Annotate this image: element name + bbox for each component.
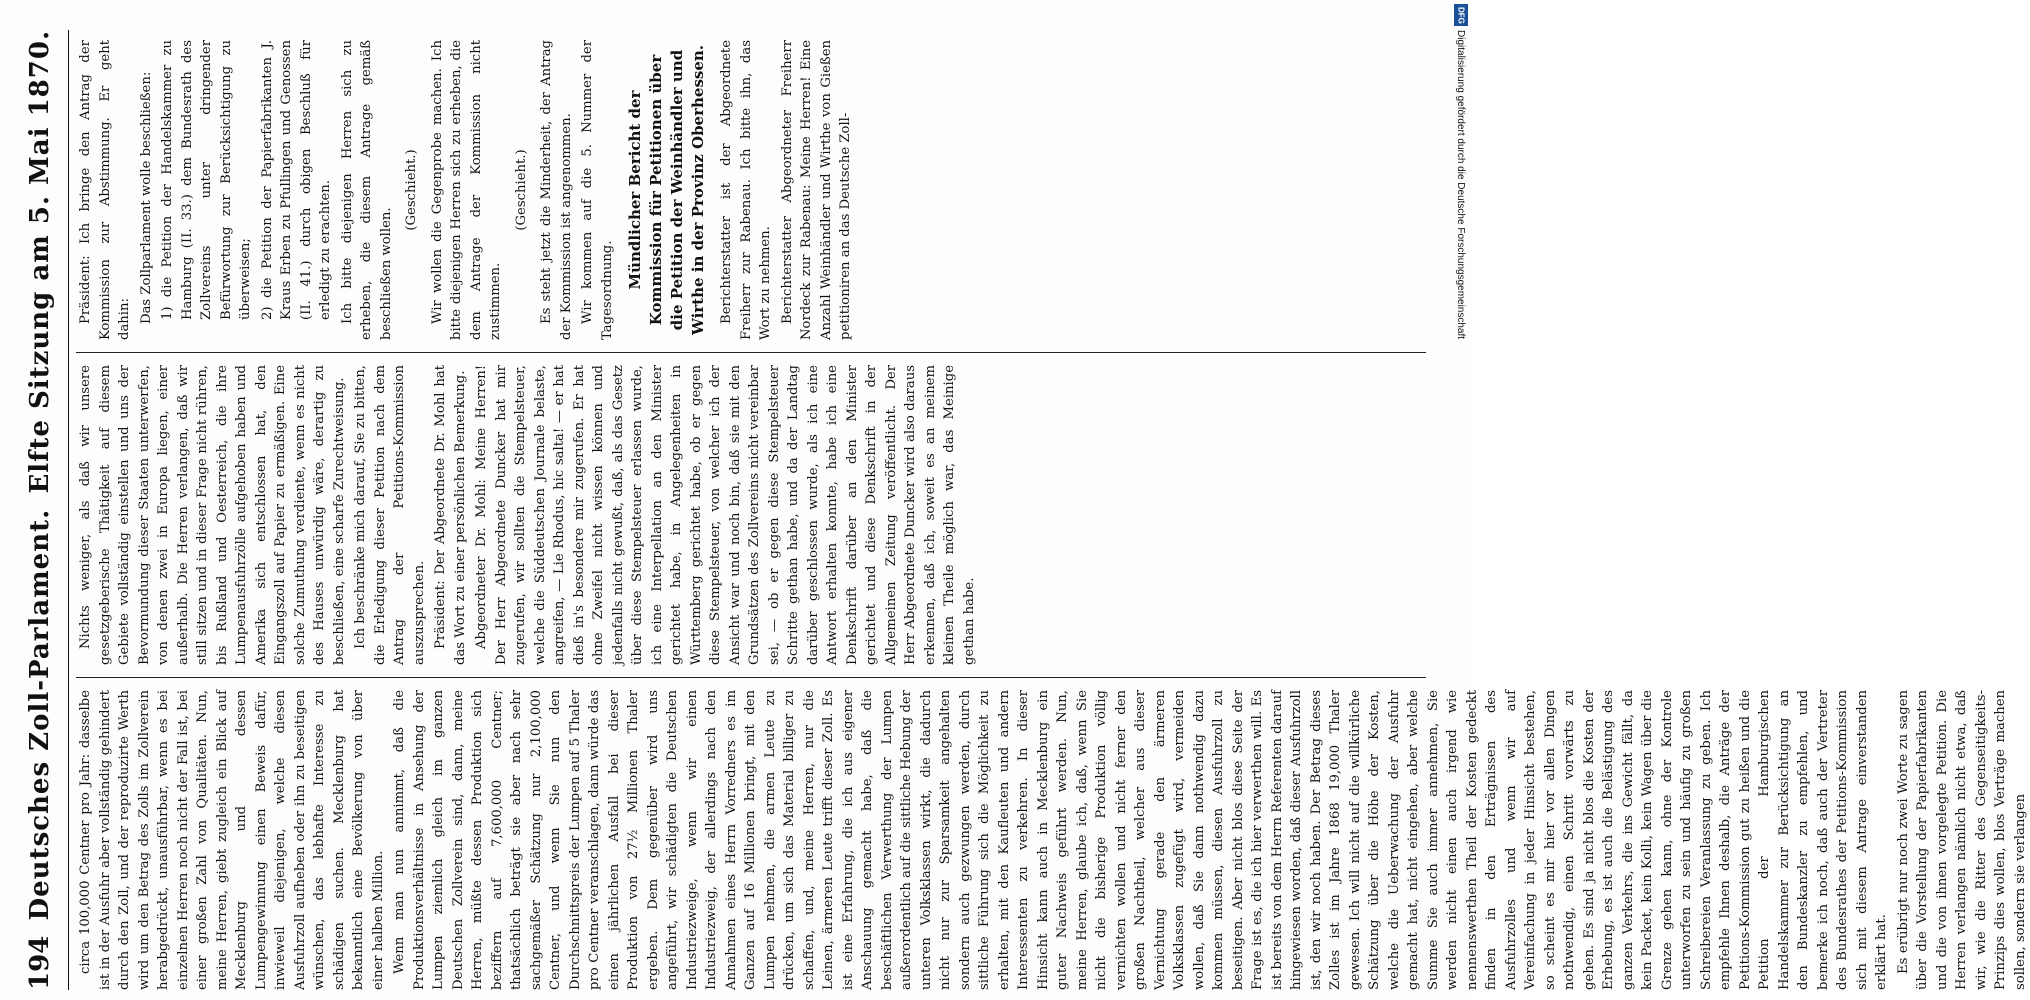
paragraph: circa 100,000 Centner pro Jahr: dasselbe ist in der Ausfuhr aber vollständig gehindert durch den Zoll, und der reproduzirte Werth wird um den Betrag des Zolls im Zollverein herabgedrückt, unausführbar, wenn es bei einzelnen Herren noch nicht der Fall ist, bei einer großen Zahl von Qualitäten. Nun, meine Herren, giebt zugleich ein Blick auf Mecklenburg und dessen Lumpengewinnung einen Beweis dafür, inwieweil diejenigen, welche diesen Ausfuhrzoll aufheben oder ihn zu beseitigen wünschen, das lebhafte Interesse zu schädigen suchen. Mecklenburg hat bekanntlich eine Bevölkerung von über einer halben Million. [78,690,386,990]
paragraph: Präsident: Der Abgeordnete Dr. Mohl hat das Wort zu einer persönlichen Bemerkung. [433,365,468,665]
paragraph: Wir kommen auf die 5. Nummer der Tagesordnung. [580,40,615,340]
digitization-note [1454,30,1468,710]
digitization-note-text: Digitalisierung gefördert durch die Deutsche Forschungsgemeinschaft [1455,30,1466,340]
paragraph: Präsident: Ich bringe den Antrag der Kommission zur Abstimmung. Er geht dahin: [78,40,132,340]
list-item: 1) die Petition der Handelskammer zu Hamburg (II. 33.) dem Bundesrath des Zollvereins unter dringender Befürwortung zur Berücksichtigung zu überweisen; [160,40,253,320]
paragraph: Es steht jetzt die Minderheit, der Antrag der Kommission ist angenommen. [539,40,574,340]
list-item: 2) die Petition der Papierfabrikanten J. Kraus Erben zu Pfullingen und Genossen (II. 41.) durch obigen Beschluß für erledigt zu erachten. [259,40,333,320]
paragraph: Wir wollen die Gegenprobe machen. Ich bitte diejenigen Herren sich zu erheben, die dem Antrage der Kommission nicht zustimmen. [429,40,503,340]
paragraph: Berichterstatter Abgeordneter Freiherr Nordeck zur Rabenau: Meine Herren! Eine Anzahl Weinhändler und Wirthe von Gießen petitioniren an das Deutsche Zoll- [779,40,853,340]
column-divider [76,677,1426,678]
session-title: Elfte Sitzung am 5. Mai 1870. [25,30,55,494]
column-1 [76,690,2028,990]
page-number: 194 [25,935,55,990]
section-heading: Mündlicher Bericht der Kommission für Petitionen über die Petition der Weinhändler und Wirthe in der Provinz Oberhessen. [626,44,707,336]
stage-direction: (Geschieht.) [513,149,529,231]
journal-title: Deutsches Zoll-Parlament. [25,508,55,921]
column-2 [76,365,1426,665]
column-3 [76,40,1426,340]
paragraph: Nichts weniger, als daß wir unsere gesetzgeberische Thätigkeit auf diesem Gebiete vollständig einstellen und uns der Bevormundung dieser Staaten unterwerfen, von denen zwei in Europa liegen, einer außerhalb. Die Herren verlangen, daß wir still sitzen und in dieser Frage nicht rühren, bis Rußland und Oesterreich, die ihre Lumpenausfuhrzölle aufgehoben haben und Amerika sich entschlossen hat, den Eingangszoll auf Papier zu ermäßigen. Eine solche Zumuthung verdiente, wenn es nicht des Hauses unwürdig wäre, derartig zu beschließen, eine scharfe Zurechtweisung. [78,365,347,665]
page-header [12,30,69,990]
paragraph: Berichterstatter ist der Abgeordnete Freiherr zur Rabenau. Ich bitte ihn, das Wort zu nehmen. [719,40,773,340]
paragraph: Abgeordneter Dr. Mohl: Meine Herren! Der Herr Abgeordnete Duncker hat mir zugerufen, wir sollten die Stempelsteuer, welche die Süddeutschen Journale belaste, angreifen, — Lie Rhodus, hic salta! — er hat dieß in's besondere mir zugerufen. Er hat ohne Zweifel nicht wissen können und jedenfalls nicht gewußt, daß, als das Gesetz über diese Stempelsteuer erlassen wurde, ich eine Interpellation an den Minister gerichtet habe, in Angelegenheiten in Württemberg gerichtet habe, ob er gegen diese Stempelsteuer, von welcher ich der Ansicht war und noch bin, daß sie mit den Grundsätzen des Zollvereins nicht vereinbar sei, — ob er gegen diese Stempelsteuer Schritte gethan habe, und da der Landtag darüber geschlossen wurde, als ich eine Antwort erhalten konnte, habe ich eine Denkschrift darüber an den Minister gerichtet und diese Denkschrift in der Allgemeinen Zeitung veröffentlicht. Der Herr Abgeordnete Duncker wird also daraus erkennen, daß ich, soweit es an meinem kleinen Theile möglich war, das Meinige gethan habe. [474,365,977,665]
paragraph: Wenn man nun annimmt, daß die Produktionsverhältnisse in Ansehung der Lumpen ziemlich gleich im ganzen Deutschen Zollverein sind, dann, meine Herren, müßte dessen Produktion sich beziffern auf 7,600,000 Centner; thatsächlich beträgt sie aber nach sehr sachgemäßer Schätzung nur 2,100,000 Centner, und wenn Sie nun den Durchschnittspreis der Lumpen auf 5 Thaler pro Centner veranschlagen, dann würde das einen jährlichen Ausfall bei dieser Produktion von 27½ Millionen Thaler ergeben. Dem gegenüber wird uns angeführt, wir schädigten die Deutschen Industriezweige, wenn wir einen Industriezweig, der allerdings nach den Annahmen eines Herrn Vorredners es im Ganzen auf 16 Millionen bringt, mit den Lumpen nehmen, die armen Leute zu drücken, um sich das Material billiger zu schaffen, und, meine Herren, nur die Leinen, ärmeren Leute trifft dieser Zoll. Es ist eine Erfahrung, die ich aus eigener Anschauung gemacht habe, daß die beschäftlichen Verwerthung der Lumpen außerordentlich auf die sittliche Hebung der unteren Volksklassen wirkt, die dadurch nicht nur zur Sparsamkeit angehalten sondern auch gezwungen werden, durch sittliche Führung sich die Möglichkeit zu erhalten, mit den Kaufleuten und andern Interessenten zu verkehren. In dieser Hinsicht kann auch in Mecklenburg ein guter Nachweis geführt werden. Nun, meine Herren, glaube ich, daß, wenn Sie nicht die bisherige Produktion völlig vernichten wollen und nicht ferner den großen Nachtheil, welcher aus dieser Vernichtung gerade den ärmeren Volksklassen zugefügt wird, vermeiden wollen, daß Sie dann nothwendig dazu kommen müssen, diesen Ausfuhrzoll zu beseitigen. Aber nicht blos diese Seite der Frage ist es, die ich hier verwerthen will. Es ist bereits von dem Herrn Referenten darauf hingewiesen worden, daß dieser Ausfuhrzoll ist, den wir noch haben. Der Betrag dieses Zolles ist im Jahre 1868 19,000 Thaler gewesen. Ich will nicht auf die willkürliche Schätzung über die Höhe der Kosten, welche die Ueberwachung der Ausfuhr gemacht hat, nicht eingehen, aber welche Summe Sie auch immer annehmen, Sie werden nicht einen auch irgend wie nennenswerthen Theil der Kosten gedeckt finden in den Erträgnissen des Ausfuhrzolles und wenn wir auf Vereinfachung in jeder Hinsicht bestehen, so scheint es mir hier vor allen Dingen nothwendig, einen Schritt vorwärts zu gehen. Es sind ja nicht blos die Kosten der Erhebung, es ist auch die Belästigung des ganzen Verkehrs, die ins Gewicht fällt, da kein Packet, kein Kolli, kein Wagen über die Grenze gehen kann, ohne der Kontrole unterworfen zu sein und häufig zu großen Schreibereien Veranlassung zu geben. Ich empfehle Ihnen deshalb, die Anträge der Petitions-Kommission gut zu heißen und die Petition der Hamburgischen Handelskammer zur Berücksichtigung an den Bundeskanzler zu empfehlen, und bemerke ich noch, daß auch der Vertreter des Bundesrathes der Petitions-Kommission sich mit diesem Antrage einverstanden erklärt hat. [392,690,1889,990]
paragraph: Es erübrigt nur noch zwei Worte zu sagen über die Vorstellung der Papierfabrikanten und die von ihnen vorgelegte Petition. Die Herren verlangen nämlich nicht etwa, daß wir, wie die Ritter des Gegenseitigkeits-Prinzips dies wollen, blos Verträge machen sollen, sondern sie verlangen [1895,690,2028,990]
dfg-logo-icon: DFG [1454,4,1468,26]
paragraph: Das Zollparlament wolle beschließen: [138,71,154,324]
stage-direction: (Geschieht.) [404,149,419,231]
paragraph: Ich bitte diejenigen Herren sich zu erheben, die diesem Antrage gemäß beschließen wollen. [339,40,394,340]
column-divider [76,352,1426,353]
paragraph: Ich beschränke mich darauf, Sie zu bitten, die Erledigung dieser Petition nach dem Antrag der Petitions-Kommission auszusprechen. [353,364,427,665]
